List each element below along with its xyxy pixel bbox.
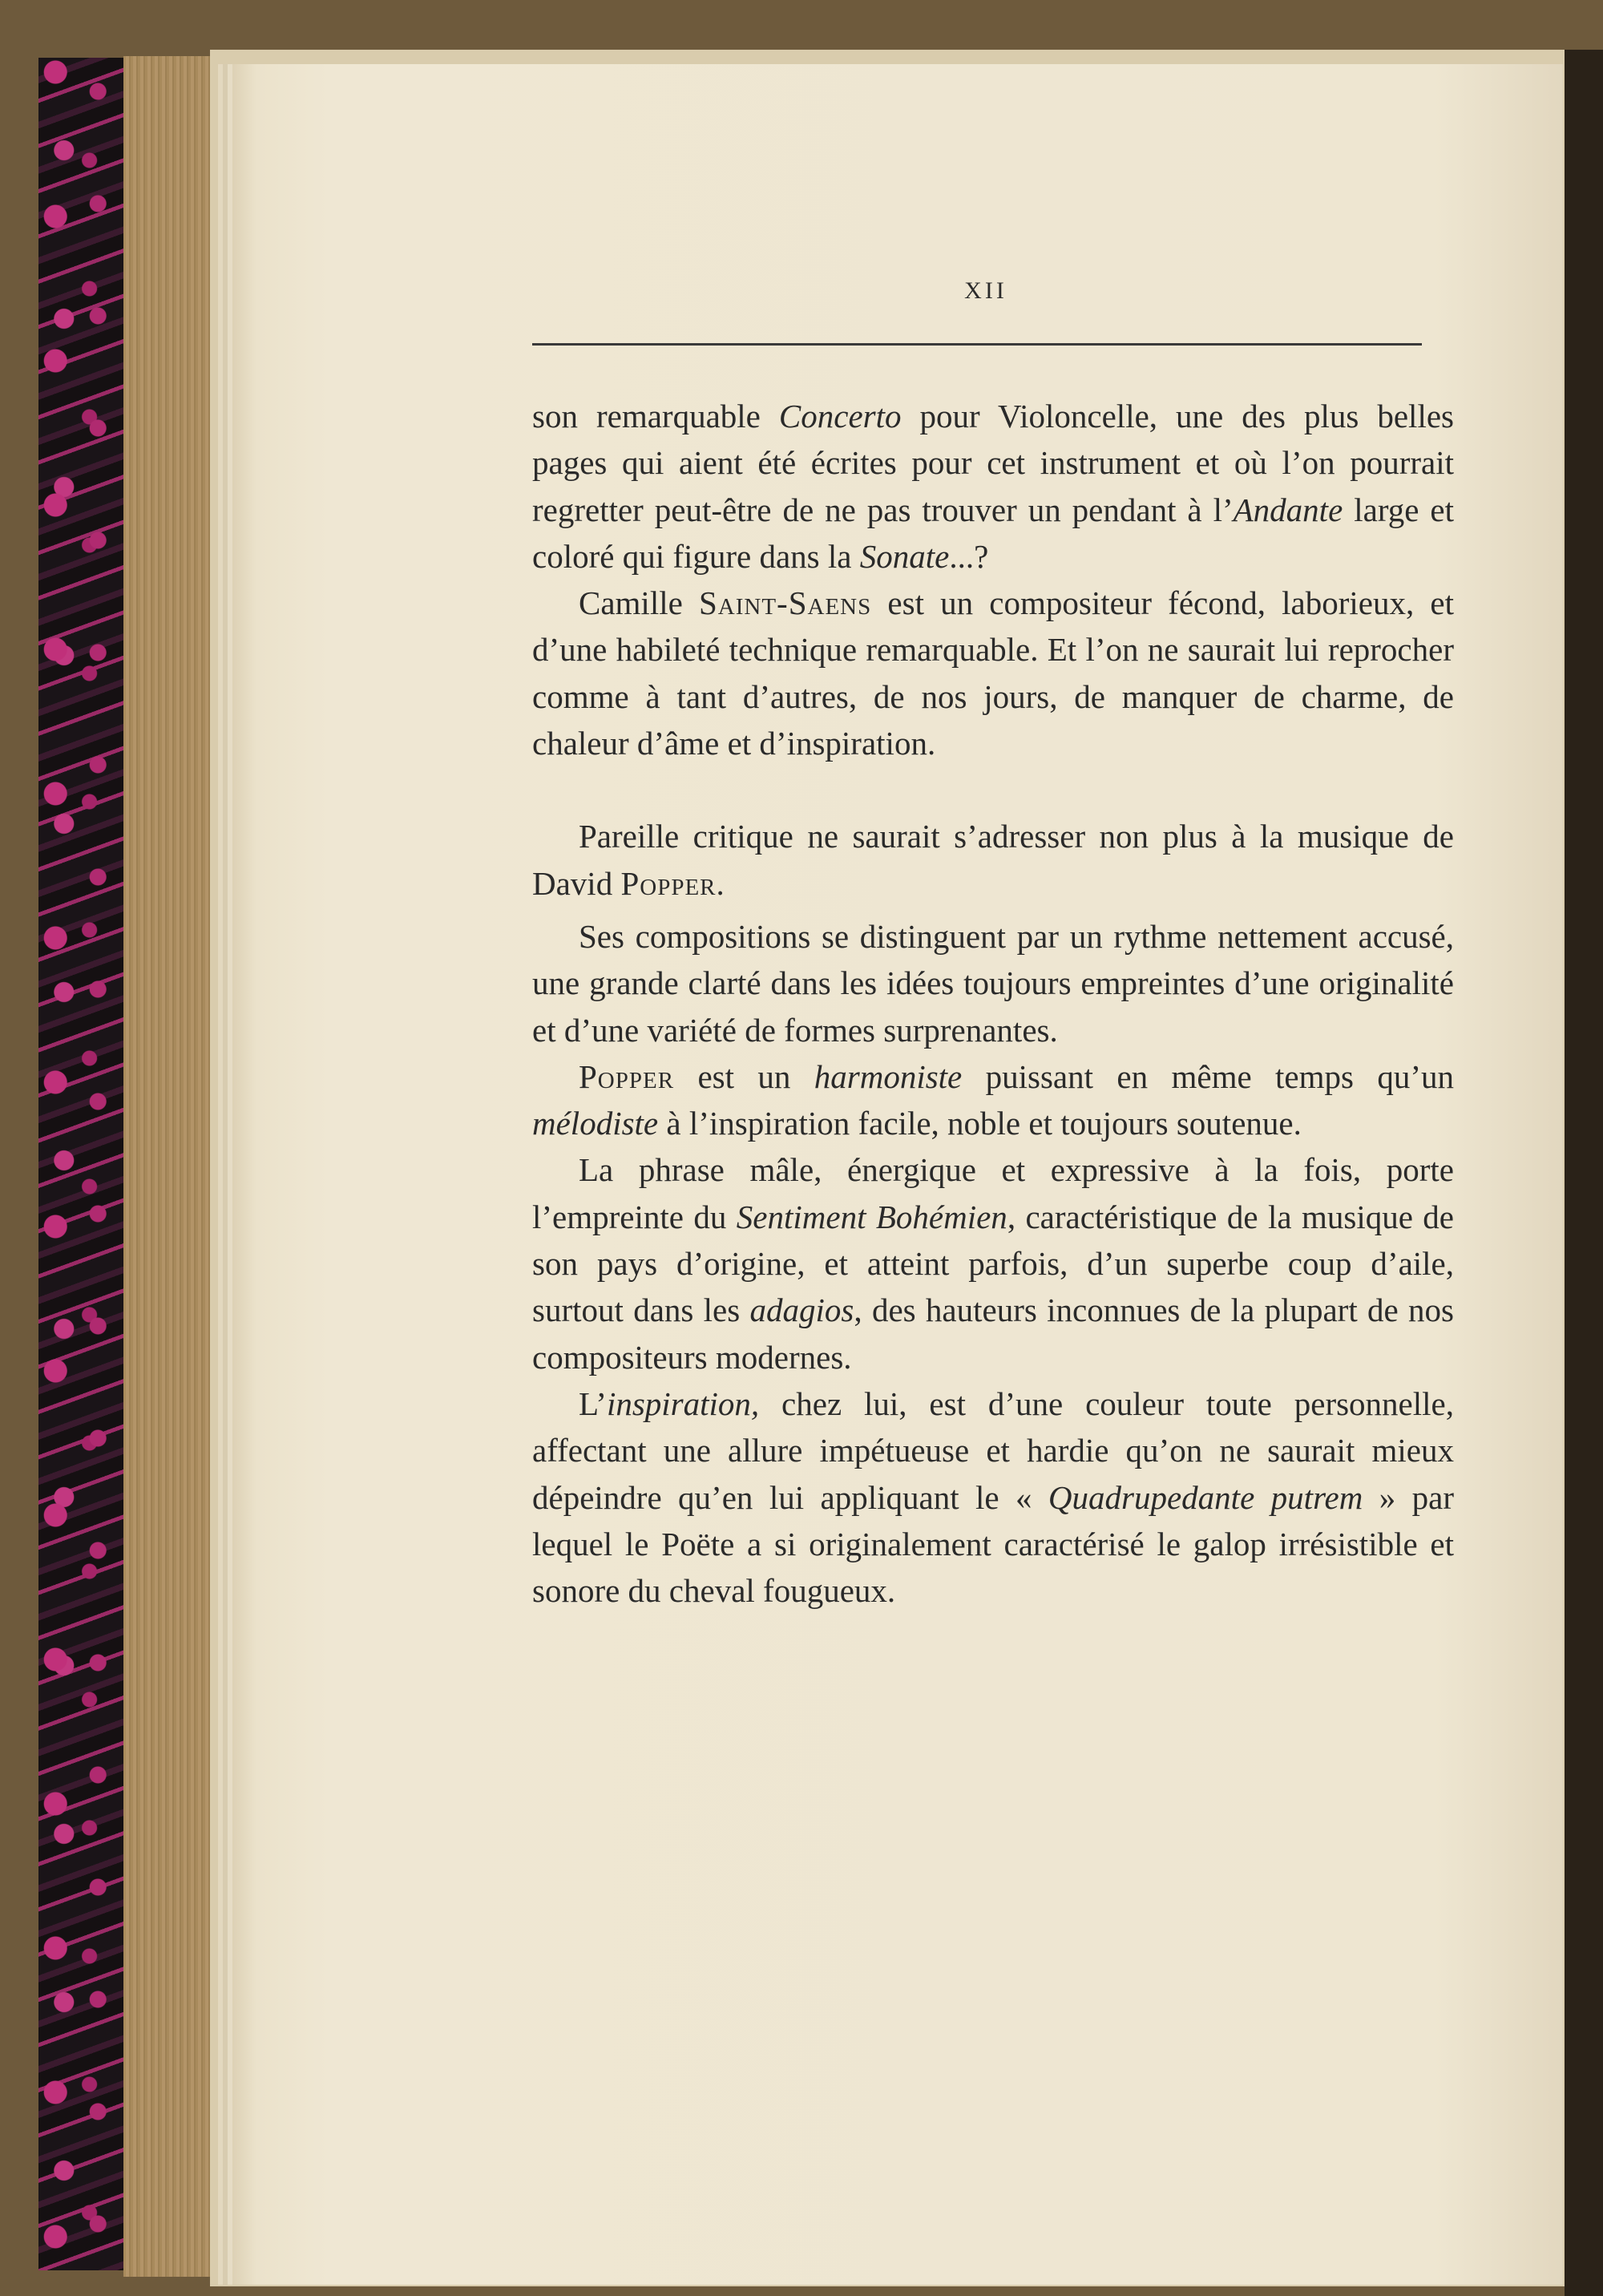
paragraph-gap	[532, 766, 1454, 813]
text-run: son remarquable	[532, 398, 779, 435]
small-caps-run: Popper	[579, 1057, 675, 1095]
text-run: .	[716, 864, 725, 902]
italic-run: Andante	[1233, 491, 1343, 528]
italic-run: inspiration,	[606, 1384, 760, 1422]
text-run: Pareille critique ne saurait s’adresser non plus à la musique de David	[532, 818, 1454, 902]
body-text	[532, 393, 1454, 1614]
paragraph	[532, 393, 1454, 580]
paragraph	[532, 1380, 1454, 1614]
text-run: L’	[579, 1384, 607, 1422]
text-run: Ses compositions se distinguent par un rythme nettement accusé, une grande clarté dans les idées toujours empreintes d’une originalité et d’une variété de formes surprenantes.	[532, 917, 1454, 1049]
paragraph	[532, 1146, 1454, 1380]
italic-run: mélodiste	[532, 1105, 659, 1142]
italic-run: harmoniste	[814, 1057, 963, 1095]
text-run: , caractéristique de la musique de son pays d’origine, et atteint parfois, d’un superbe coup d’aile, surtout dans les	[532, 1198, 1455, 1329]
small-caps-run: Popper	[620, 864, 717, 902]
book-board-edge	[123, 56, 220, 2277]
marbled-spine	[38, 58, 123, 2270]
italic-run: adagios	[749, 1292, 854, 1329]
text-run: ...?	[949, 537, 989, 575]
paragraph	[532, 913, 1454, 1053]
text-run: à l’inspiration facile, noble et toujours soutenue.	[658, 1105, 1302, 1142]
italic-run: Sonate	[859, 537, 950, 575]
text-run: est un	[674, 1057, 814, 1095]
italic-run: Quadrupedante putrem	[1048, 1478, 1363, 1516]
text-run: puissant en même temps qu’un	[962, 1057, 1454, 1095]
text-run: pour Violoncelle, une des plus belles pages qui aient été écrites pour cet instrument et où l’on pourrait regretter peut-être de ne pas trouver un pendant à l’	[532, 398, 1454, 528]
text-run: La phrase mâle, énergique et expressive à la fois, porte l’empreinte du	[532, 1151, 1454, 1235]
facing-page-edge	[1565, 50, 1603, 2296]
text-run: , des hauteurs inconnues de la plupart de nos compositeurs modernes.	[532, 1292, 1454, 1376]
paragraph	[532, 1053, 1454, 1147]
italic-run: Concerto	[778, 398, 902, 435]
page-number: XII	[964, 277, 1007, 304]
text-run: » par lequel le Poëte a si originalement caractérisé le galop irrésistible et sonore du cheval fougueux.	[532, 1478, 1455, 1610]
text-run: Camille	[579, 584, 699, 622]
paragraph	[532, 580, 1454, 766]
italic-run: Sentiment Bohémien	[736, 1198, 1007, 1235]
text-run: large et coloré qui figure dans la	[532, 491, 1454, 575]
header-rule	[532, 343, 1422, 346]
text-run: est un compositeur fécond, laborieux, et d’une habileté technique remarquable. Et l’on ne saurait lui reprocher comme à tant d’autres, de nos jours, de manquer de charme, de chaleur d’âme et d’inspiration.	[532, 584, 1454, 762]
small-caps-run: Saint-Saens	[698, 584, 872, 622]
text-run: chez lui, est d’une couleur toute personnelle, affectant une allure impétueuse et hardie qu’on ne saurait mieux dépeindre qu’en lui appliquant le «	[532, 1384, 1454, 1516]
paragraph	[532, 813, 1454, 907]
